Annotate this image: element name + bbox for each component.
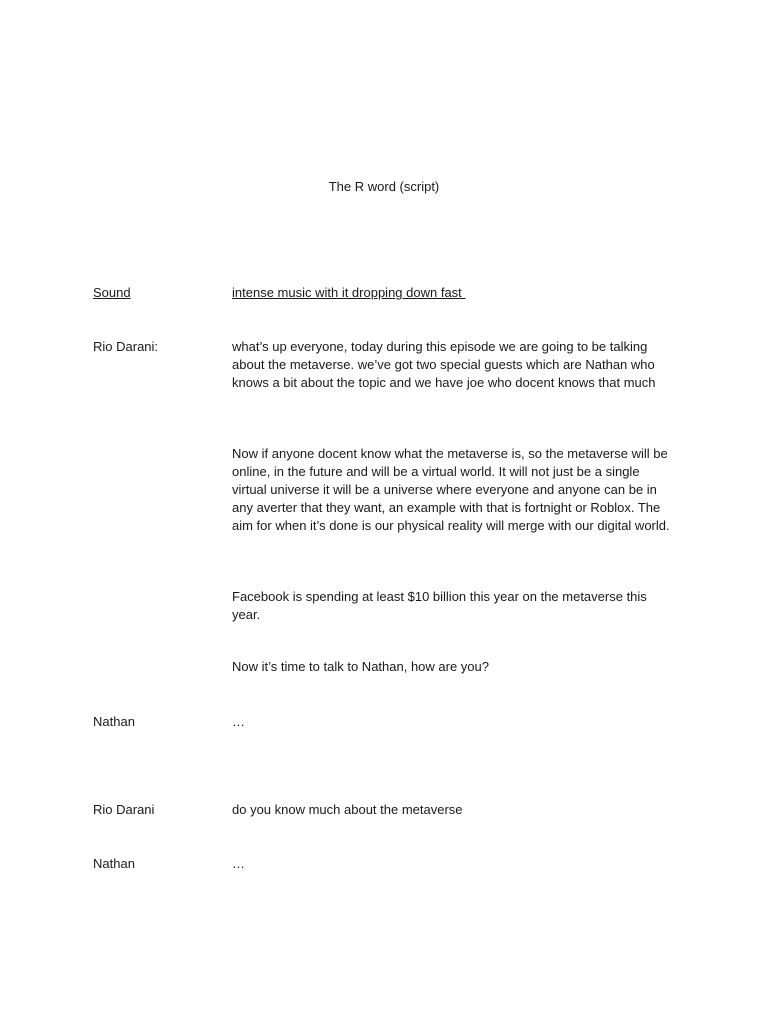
script-line: Now it’s time to talk to Nathan, how are you? [232, 659, 489, 674]
script-line: intense music with it dropping down fast [232, 285, 466, 300]
script-line: do you know much about the metaverse [232, 802, 463, 817]
script-line: … [232, 714, 245, 729]
script-row-sound [93, 284, 693, 302]
script-row-nathan-2 [93, 855, 693, 873]
speaker-label: Nathan [93, 856, 135, 871]
script-row-talk-to-nathan [93, 658, 693, 676]
speaker-label: Rio Darani [93, 802, 155, 817]
speaker-label: Rio Darani: [93, 339, 159, 354]
document-title: The R word (script) [328, 179, 440, 194]
script-line: … [232, 856, 245, 871]
script-row-facebook [93, 588, 693, 624]
script-line: Now if anyone docent know what the metaverse is, so the metaverse will be online, in the future and will be a virtual world. It will not just be a single virtual universe it will be a universe where everyone and anyone can be in any averter that they want, an example with that is fortnight or Roblox. The aim for when it’s done is our physical reality will merge with our digital world. [232, 446, 670, 533]
script-line: what’s up everyone, today during this episode we are going to be talking about the metaverse. we’ve got two special guests which are Nathan who knows a bit about the topic and we have joe who docent knows that much [232, 339, 656, 390]
script-row-rio-intro [93, 338, 693, 410]
script-row-rio-question [93, 801, 693, 819]
script-row-metaverse-explanation [93, 445, 693, 553]
speaker-label: Nathan [93, 714, 135, 729]
script-row-nathan-1 [93, 713, 693, 731]
speaker-label: Sound [93, 285, 131, 300]
script-line: Facebook is spending at least $10 billion this year on the metaverse this year. [232, 589, 647, 622]
